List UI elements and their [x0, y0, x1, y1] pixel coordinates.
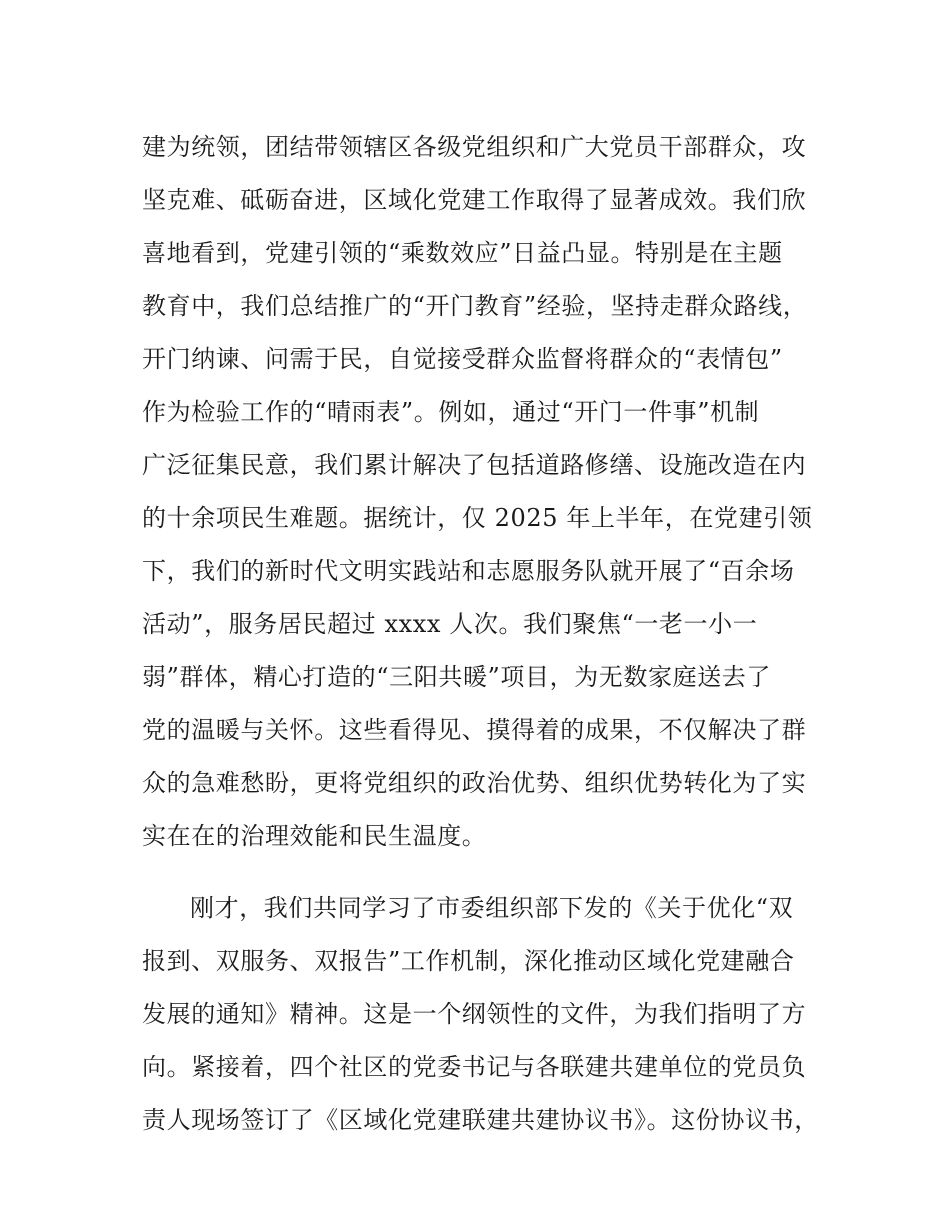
document-body	[142, 121, 832, 1147]
text-line: 广泛征集民意，我们累计解决了包括道路修缮、设施改造在内	[142, 451, 807, 479]
text-line: 喜地看到，党建引领的“乘数效应”日益凸显。特别是在主题	[142, 239, 783, 267]
paragraph-spacer	[142, 863, 832, 882]
text-line: 下，我们的新时代文明实践站和志愿服务队就开展了“百余场	[142, 557, 795, 585]
text-line-first-indented: 刚才，我们共同学习了市委组织部下发的《关于优化“双	[190, 894, 794, 922]
text-line: 的十余项民生难题。据统计，仅 2025 年上半年，在党建引领	[142, 504, 813, 532]
text-line: 党的温暖与关怀。这些看得见、摸得着的成果，不仅解决了群	[142, 716, 807, 744]
text-line: 活动”，服务居民超过 xxxx 人次。我们聚焦“一老一小一	[142, 610, 758, 638]
text-line: 众的急难愁盼，更将党组织的政治优势、组织优势转化为了实	[142, 769, 807, 797]
text-line: 开门纳谏、问需于民，自觉接受群众监督将群众的“表情包”	[142, 345, 783, 373]
text-line: 实在在的治理效能和民生温度。	[142, 822, 487, 850]
text-line: 建为统领，团结带领辖区各级党组织和广大党员干部群众，攻	[142, 133, 807, 161]
text-line: 报到、双服务、双报告”工作机制，深化推动区域化党建融合	[142, 947, 795, 975]
text-line: 坚克难、砥砺奋进，区域化党建工作取得了显著成效。我们欣	[142, 186, 807, 214]
text-line: 发展的通知》精神。这是一个纲领性的文件，为我们指明了方	[142, 1000, 807, 1028]
text-line: 责人现场签订了《区域化党建联建共建协议书》。这份协议书，	[142, 1106, 819, 1134]
text-line: 作为检验工作的“晴雨表”。例如，通过“开门一件事”机制	[142, 398, 760, 426]
text-line: 弱”群体，精心打造的“三阳共暖”项目，为无数家庭送去了	[142, 663, 772, 691]
paragraph-1	[142, 121, 832, 863]
text-line: 向。紧接着，四个社区的党委书记与各联建共建单位的党员负	[142, 1053, 807, 1081]
paragraph-2	[142, 882, 832, 1147]
text-line: 教育中，我们总结推广的“开门教育”经验，坚持走群众路线，	[142, 292, 808, 320]
